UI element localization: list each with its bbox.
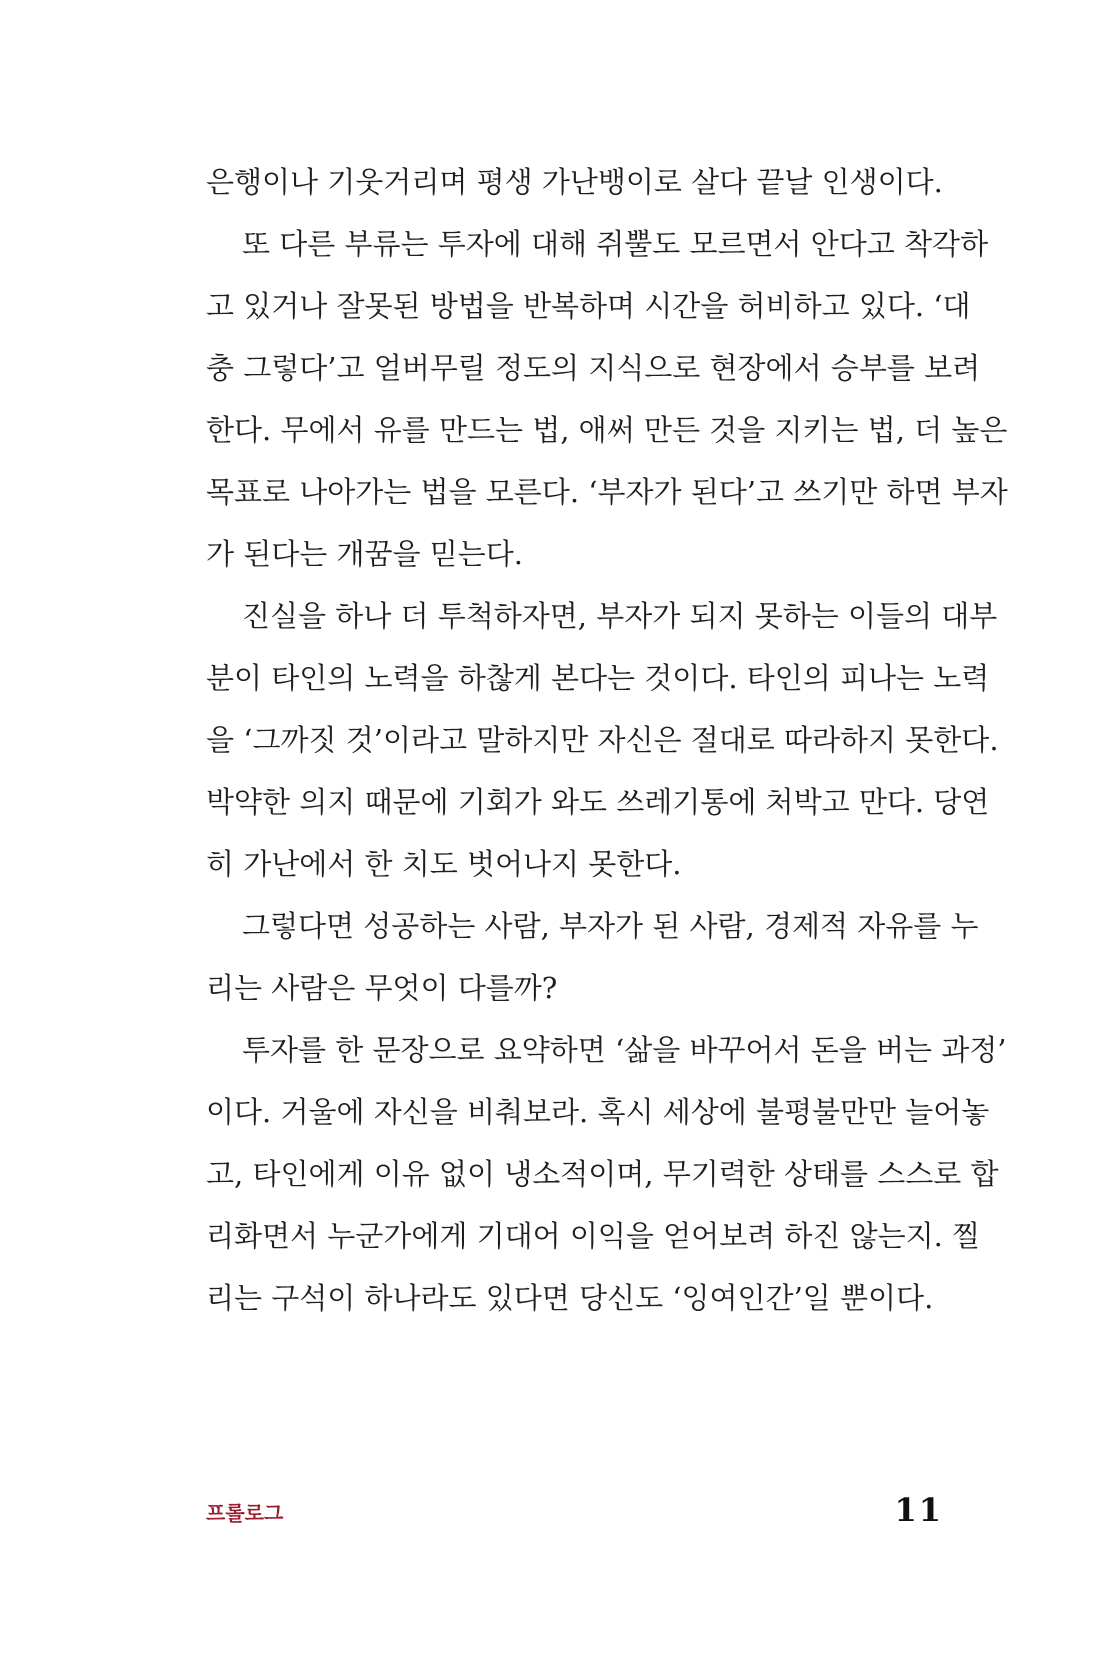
text-line: 충 그렇다’고 얼버무릴 정도의 지식으로 현장에서 승부를 보려 <box>206 351 981 385</box>
text-line: 리화면서 누군가에게 기대어 이익을 얻어보려 하진 않는지. 찔 <box>206 1219 981 1253</box>
text-line: 리는 사람은 무엇이 다를까? <box>206 971 558 1005</box>
text-line: 진실을 하나 더 투척하자면, 부자가 되지 못하는 이들의 대부 <box>242 599 998 633</box>
text-line: 이다. 거울에 자신을 비춰보라. 혹시 세상에 불평불만만 늘어놓 <box>206 1095 990 1129</box>
text-line: 고 있거나 잘못된 방법을 반복하며 시간을 허비하고 있다. ‘대 <box>206 289 971 323</box>
text-line: 분이 타인의 노력을 하찮게 본다는 것이다. 타인의 피나는 노력 <box>206 661 990 695</box>
text-line: 그렇다면 성공하는 사람, 부자가 된 사람, 경제적 자유를 누 <box>242 909 979 943</box>
page-number: 11 <box>894 1491 943 1529</box>
text-line: 또 다른 부류는 투자에 대해 쥐뿔도 모르면서 안다고 착각하 <box>242 227 989 261</box>
text-line: 한다. 무에서 유를 만드는 법, 애써 만든 것을 지키는 법, 더 높은 <box>206 413 1008 447</box>
text-line: 박약한 의지 때문에 기회가 와도 쓰레기통에 처박고 만다. 당연 <box>206 785 990 819</box>
section-label: 프롤로그 <box>206 1501 284 1525</box>
text-line: 목표로 나아가는 법을 모른다. ‘부자가 된다’고 쓰기만 하면 부자 <box>206 475 1008 509</box>
text-line: 은행이나 기웃거리며 평생 가난뱅이로 살다 끝날 인생이다. <box>206 165 943 199</box>
text-line: 가 된다는 개꿈을 믿는다. <box>206 537 524 571</box>
text-line: 고, 타인에게 이유 없이 냉소적이며, 무기력한 상태를 스스로 합 <box>206 1157 999 1191</box>
text-line: 히 가난에서 한 치도 벗어나지 못한다. <box>206 847 682 881</box>
text-line: 투자를 한 문장으로 요약하면 ‘삶을 바꾸어서 돈을 버는 과정’ <box>242 1033 1007 1067</box>
text-line: 을 ‘그까짓 것’이라고 말하지만 자신은 절대로 따라하지 못한다. <box>206 723 999 757</box>
text-line: 리는 구석이 하나라도 있다면 당신도 ‘잉여인간’일 뿐이다. <box>206 1281 934 1315</box>
